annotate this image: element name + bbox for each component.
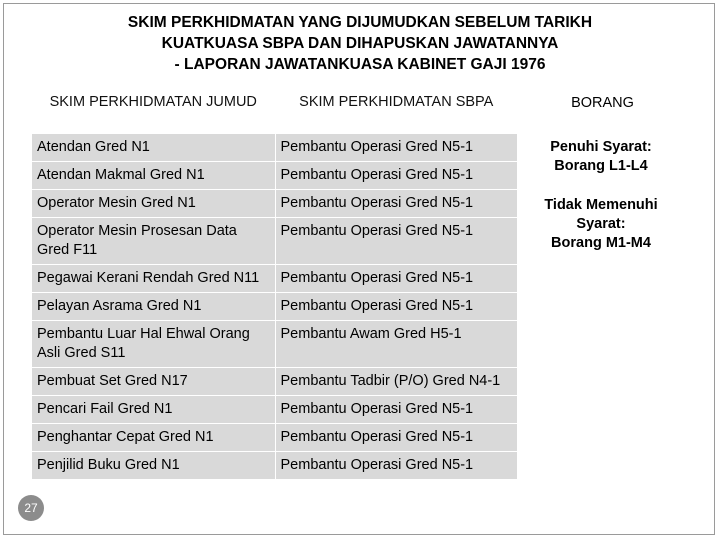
- cell-sbpa: Pembantu Operasi Gred N5-1: [275, 292, 517, 320]
- cell-sbpa: Pembantu Operasi Gred N5-1: [275, 161, 517, 189]
- slide-title: [40, 12, 680, 75]
- cell-jumud: Operator Mesin Prosesan Data Gred F11: [32, 217, 275, 264]
- table-row: [32, 133, 517, 161]
- page-number-badge: 27: [18, 495, 44, 521]
- note-line: Syarat:: [576, 216, 626, 232]
- cell-jumud: Pencari Fail Gred N1: [32, 395, 275, 423]
- cell-jumud: Pelayan Asrama Gred N1: [32, 292, 275, 320]
- cell-jumud: Pembantu Luar Hal Ehwal Orang Asli Gred S11: [32, 320, 275, 367]
- table-row: [32, 161, 517, 189]
- cell-sbpa: Pembantu Operasi Gred N5-1: [275, 264, 517, 292]
- cell-sbpa: Pembantu Operasi Gred N5-1: [275, 423, 517, 451]
- header-jumud: SKIM PERKHIDMATAN JUMUD: [32, 85, 275, 133]
- table-row: [32, 264, 517, 292]
- cell-jumud: Operator Mesin Gred N1: [32, 189, 275, 217]
- borang-note-ineligible: [526, 196, 676, 253]
- borang-header: BORANG: [571, 95, 634, 111]
- table-row: [32, 320, 517, 367]
- scheme-table: [32, 85, 517, 480]
- cell-sbpa: Pembantu Operasi Gred N5-1: [275, 217, 517, 264]
- borang-note-eligible: [526, 138, 676, 176]
- table-row: [32, 395, 517, 423]
- cell-sbpa: Pembantu Operasi Gred N5-1: [275, 189, 517, 217]
- title-line-1: SKIM PERKHIDMATAN YANG DIJUMUDKAN SEBELUM TARIKH: [127, 14, 593, 31]
- cell-sbpa: Pembantu Operasi Gred N5-1: [275, 395, 517, 423]
- note-line: Borang L1-L4: [554, 158, 648, 174]
- title-line-2: KUATKUASA SBPA DAN DIHAPUSKAN JAWATANNYA: [161, 35, 559, 52]
- cell-jumud: Atendan Makmal Gred N1: [32, 161, 275, 189]
- table-row: [32, 292, 517, 320]
- note-line: Penuhi Syarat:: [550, 139, 652, 155]
- cell-jumud: Pembuat Set Gred N17: [32, 367, 275, 395]
- table-header-row: [32, 85, 517, 133]
- table-row: [32, 367, 517, 395]
- cell-jumud: Penghantar Cepat Gred N1: [32, 423, 275, 451]
- cell-jumud: Pegawai Kerani Rendah Gred N11: [32, 264, 275, 292]
- title-line-3: - LAPORAN JAWATANKUASA KABINET GAJI 1976: [174, 56, 546, 73]
- header-sbpa: SKIM PERKHIDMATAN SBPA: [275, 85, 517, 133]
- cell-sbpa: Pembantu Operasi Gred N5-1: [275, 133, 517, 161]
- cell-jumud: Penjilid Buku Gred N1: [32, 451, 275, 479]
- cell-sbpa: Pembantu Operasi Gred N5-1: [275, 451, 517, 479]
- table-row: [32, 451, 517, 479]
- cell-sbpa: Pembantu Tadbir (P/O) Gred N4-1: [275, 367, 517, 395]
- table-row: [32, 423, 517, 451]
- table-row: [32, 217, 517, 264]
- cell-sbpa: Pembantu Awam Gred H5-1: [275, 320, 517, 367]
- note-line: Borang M1-M4: [551, 235, 651, 251]
- cell-jumud: Atendan Gred N1: [32, 133, 275, 161]
- table-row: [32, 189, 517, 217]
- note-line: Tidak Memenuhi: [544, 197, 658, 213]
